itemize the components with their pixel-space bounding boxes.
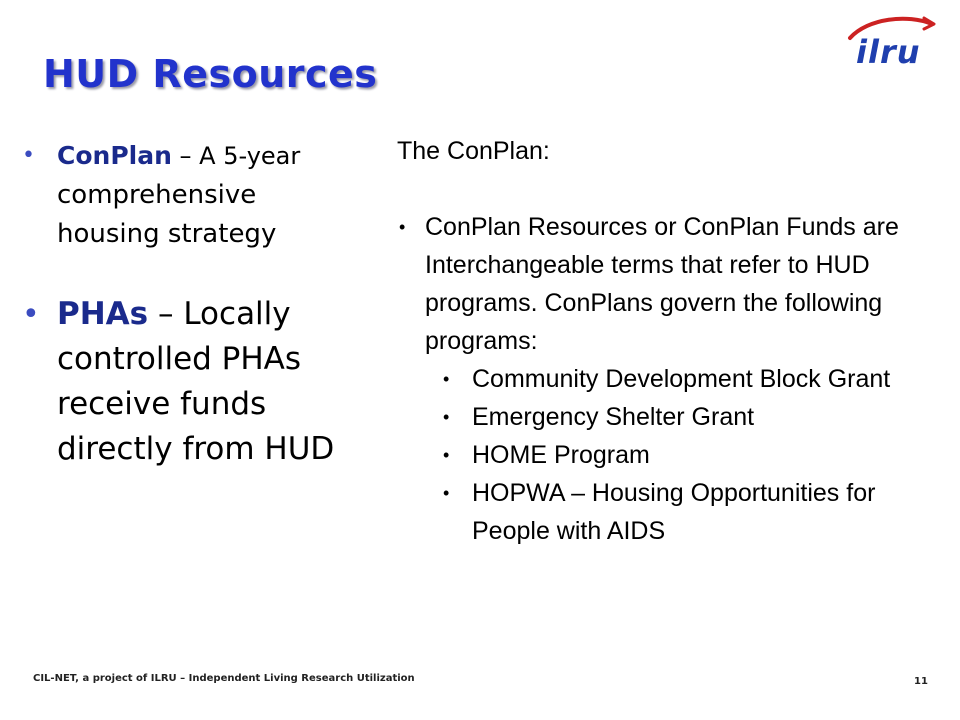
left-column [22,136,362,472]
program-item-text: Emergency Shelter Grant [472,403,755,431]
bullet-dot-icon: • [443,483,450,503]
bullet-dot-icon: • [443,445,450,465]
right-bullet-text: ConPlan Resources or ConPlan Funds are Interchangeable terms that refer to HUD programs. ConPlans govern the following programs: [425,213,899,355]
program-item [397,436,952,474]
bullet-conplan [22,136,362,254]
bullet-dot-icon: • [443,407,450,427]
slide-title: HUD Resources [43,52,378,96]
bullet-lead: ConPlan [57,141,172,170]
bullet-dot-icon: • [443,369,450,389]
bullet-dot-icon: • [399,217,406,237]
bullet-dot-icon: • [22,297,40,332]
program-item [397,398,952,436]
bullet-phas [22,292,362,472]
bullet-dash: – [148,296,184,332]
program-item-text: Community Development Block Grant [472,365,891,393]
program-item [397,474,952,550]
bullet-text: Locally controlled PHAs receive funds directly from HUD [57,296,335,467]
right-heading: The ConPlan: [397,137,550,165]
footer-text: CIL-NET, a project of ILRU – Independent Living Research Utilization [33,673,415,684]
bullet-dash: – [171,142,200,170]
right-bullet [397,208,952,360]
bullet-lead: PHAs [57,296,149,332]
page-number: 11 [914,676,928,687]
bullet-dot-icon: • [22,143,35,168]
program-item-text: HOPWA – Housing Opportunities for People with AIDS [472,479,876,545]
bullet-text-rest: comprehensive housing strategy [57,180,277,249]
ilru-logo [828,14,940,76]
program-list [397,360,952,550]
right-column [397,132,952,550]
program-item-text: HOME Program [472,441,650,469]
bullet-text-first: A 5-year [199,142,301,170]
logo-text: ilru [856,33,921,71]
program-item [397,360,952,398]
